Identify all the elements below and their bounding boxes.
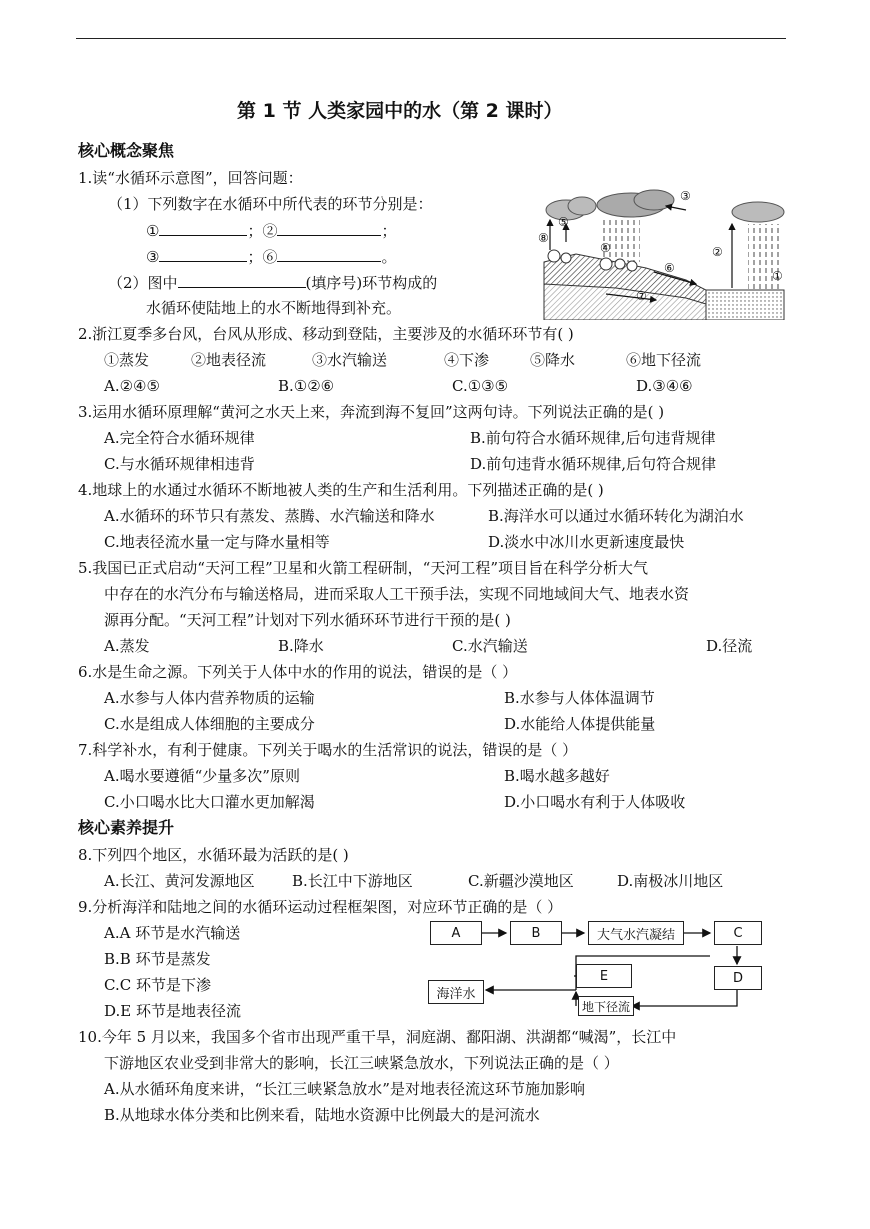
q2-item-6: ⑥地下径流 bbox=[626, 351, 702, 369]
q9-option-b[interactable]: B.B 环节是蒸发 bbox=[104, 950, 211, 968]
q6-stem: 6.水是生命之源。下列关于人体中水的作用的说法，错误的是（ ） bbox=[78, 663, 518, 681]
q2-item-3: ③水汽输送 bbox=[312, 351, 388, 369]
q5-option-b[interactable]: B.降水 bbox=[278, 637, 324, 655]
flow-box-condensation: 大气水汽凝结 bbox=[588, 921, 684, 945]
q5-line-2: 中存在的水汽分布与输送格局，进而采取人工干预手法，实现不同地域间大气、地表水资 bbox=[104, 585, 690, 603]
q6-option-d[interactable]: D.水能给人体提供能量 bbox=[504, 715, 656, 733]
q2-item-1: ①蒸发 bbox=[104, 351, 150, 369]
section-heading-core-literacy: 核心素养提升 bbox=[78, 818, 175, 837]
q8-stem: 8.下列四个地区，水循环最为活跃的是( ) bbox=[78, 846, 349, 864]
diagram-label-6: ⑥ bbox=[664, 261, 675, 275]
q5-line-3: 源再分配。“天河工程”计划对下列水循环环节进行干预的是( ) bbox=[104, 611, 511, 629]
q1-label-2: ；② bbox=[247, 222, 278, 240]
flow-box-a: A bbox=[430, 921, 482, 945]
q8-option-a[interactable]: A.长江、黄河发源地区 bbox=[104, 872, 255, 890]
answer-blank[interactable] bbox=[277, 220, 381, 236]
q10-option-a[interactable]: A.从水循环角度来讲，“长江三峡紧急放水”是对地表径流这环节施加影响 bbox=[104, 1080, 585, 1098]
flow-box-underground: 地下径流 bbox=[578, 996, 634, 1016]
q1-label-6: ；⑥ bbox=[247, 248, 278, 266]
q2-option-a[interactable]: A.②④⑤ bbox=[104, 377, 160, 395]
answer-blank[interactable] bbox=[159, 220, 247, 236]
cloud-middle bbox=[597, 190, 674, 217]
q8-option-b[interactable]: B.长江中下游地区 bbox=[292, 872, 413, 890]
q2-item-4: ④下渗 bbox=[444, 351, 490, 369]
q5-line-1: 5.我国已正式启动“天河工程”卫星和火箭工程研制，“天河工程”项目旨在科学分析大气 bbox=[78, 559, 648, 577]
q2-option-c[interactable]: C.①③⑤ bbox=[452, 377, 509, 395]
q2-option-b[interactable]: B.①②⑥ bbox=[278, 377, 335, 395]
q10-line-2: 下游地区农业受到非常大的影响，长江三峡紧急放水，下列说法正确的是（ ） bbox=[104, 1054, 619, 1072]
q2-stem: 2.浙江夏季多台风，台风从形成、移动到登陆，主要涉及的水循环环节有( ) bbox=[78, 325, 574, 343]
answer-blank[interactable] bbox=[159, 246, 247, 262]
q3-option-d[interactable]: D.前句违背水循环规律,后句符合规律 bbox=[470, 455, 717, 473]
q1-part2 bbox=[108, 272, 437, 293]
q9-option-a[interactable]: A.A 环节是水汽输送 bbox=[104, 924, 241, 942]
diagram-label-3: ③ bbox=[680, 189, 691, 203]
q1-row2-end: 。 bbox=[381, 248, 397, 266]
q5-option-d[interactable]: D.径流 bbox=[706, 637, 753, 655]
q1-part2-lead: （2）图中 bbox=[108, 274, 178, 292]
answer-blank[interactable] bbox=[178, 272, 306, 288]
q7-option-b[interactable]: B.喝水越多越好 bbox=[504, 767, 610, 785]
q9-stem: 9.分析海洋和陆地之间的水循环运动过程框架图，对应环节正确的是（ ） bbox=[78, 898, 563, 916]
rain-land bbox=[600, 218, 640, 262]
q2-option-d[interactable]: D.③④⑥ bbox=[636, 377, 693, 395]
q5-option-c[interactable]: C.水汽输送 bbox=[452, 637, 528, 655]
page-title: 第 1 节 人类家园中的水（第 2 课时） bbox=[237, 100, 563, 122]
answer-blank[interactable] bbox=[277, 246, 381, 262]
q2-item-2: ②地表径流 bbox=[191, 351, 267, 369]
q6-option-c[interactable]: C.水是组成人体细胞的主要成分 bbox=[104, 715, 315, 733]
diagram-label-1: ① bbox=[772, 269, 783, 283]
q1-blank-row2 bbox=[146, 246, 396, 267]
q9-option-d[interactable]: D.E 环节是地表径流 bbox=[104, 1002, 241, 1020]
q10-line-1: 10.今年 5 月以来，我国多个省市出现严重干旱，洞庭湖、鄱阳湖、洪湖都“喊渴”，长江中 bbox=[78, 1028, 677, 1046]
q5-option-a[interactable]: A.蒸发 bbox=[104, 637, 150, 655]
q4-option-a[interactable]: A.水循环的环节只有蒸发、蒸腾、水汽输送和降水 bbox=[104, 507, 435, 525]
q8-option-c[interactable]: C.新疆沙漠地区 bbox=[468, 872, 574, 890]
diagram-label-7: ⑦ bbox=[636, 289, 647, 303]
header-rule bbox=[76, 38, 786, 39]
q1-row1-end: ； bbox=[381, 222, 397, 240]
flow-box-ocean: 海洋水 bbox=[428, 980, 484, 1004]
flow-box-b: B bbox=[510, 921, 562, 945]
q3-stem: 3.运用水循环原理解“黄河之水天上来，奔流到海不复回”这两句诗。下列说法正确的是( ) bbox=[78, 403, 665, 421]
diagram-label-4: ④ bbox=[600, 241, 611, 255]
q4-option-b[interactable]: B.海洋水可以通过水循环转化为湖泊水 bbox=[488, 507, 744, 525]
q6-option-b[interactable]: B.水参与人体体温调节 bbox=[504, 689, 655, 707]
diagram-label-2: ② bbox=[712, 245, 723, 259]
water-cycle-diagram bbox=[536, 180, 792, 320]
q7-option-d[interactable]: D.小口喝水有利于人体吸收 bbox=[504, 793, 686, 811]
q1-part2-cont: 水循环使陆地上的水不断地得到补充。 bbox=[146, 299, 402, 317]
q7-stem: 7.科学补水，有利于健康。下列关于喝水的生活常识的说法，错误的是（ ） bbox=[78, 741, 578, 759]
flow-box-d: D bbox=[714, 966, 762, 990]
q7-option-c[interactable]: C.小口喝水比大口灌水更加解渴 bbox=[104, 793, 315, 811]
diagram-label-8: ⑧ bbox=[538, 231, 549, 245]
q3-option-a[interactable]: A.完全符合水循环规律 bbox=[104, 429, 255, 447]
q9-option-c[interactable]: C.C 环节是下渗 bbox=[104, 976, 211, 994]
flow-box-e: E bbox=[576, 964, 632, 988]
q6-option-a[interactable]: A.水参与人体内营养物质的运输 bbox=[104, 689, 315, 707]
q1-part1: （1）下列数字在水循环中所代表的环节分别是： bbox=[108, 195, 433, 213]
q10-option-b[interactable]: B.从地球水体分类和比例来看，陆地水资源中比例最大的是河流水 bbox=[104, 1106, 540, 1124]
q8-option-d[interactable]: D.南极冰川地区 bbox=[617, 872, 724, 890]
arrow-vapor-transport bbox=[666, 206, 686, 210]
q2-item-5: ⑤降水 bbox=[530, 351, 576, 369]
q4-option-c[interactable]: C.地表径流水量一定与降水量相等 bbox=[104, 533, 330, 551]
q1-part2-tail: (填序号)环节构成的 bbox=[305, 274, 438, 292]
diagram-label-5: ⑤ bbox=[558, 215, 569, 229]
q4-option-d[interactable]: D.淡水中冰川水更新速度最快 bbox=[488, 533, 685, 551]
q1-stem: 1.读“水循环示意图”，回答问题： bbox=[78, 169, 303, 187]
q4-stem: 4.地球上的水通过水循环不断地被人类的生产和生活利用。下列描述正确的是( ) bbox=[78, 481, 604, 499]
q3-option-b[interactable]: B.前句符合水循环规律,后句违背规律 bbox=[470, 429, 716, 447]
q7-option-a[interactable]: A.喝水要遵循“少量多次”原则 bbox=[104, 767, 300, 785]
cloud-right bbox=[732, 202, 784, 222]
q3-option-c[interactable]: C.与水循环规律相违背 bbox=[104, 455, 255, 473]
water-cycle-flowchart bbox=[426, 918, 766, 1018]
q1-label-1: ① bbox=[146, 222, 160, 240]
q1-label-3: ③ bbox=[146, 248, 160, 266]
sea bbox=[706, 290, 784, 320]
cloud-left bbox=[546, 197, 596, 220]
section-heading-core-concepts: 核心概念聚焦 bbox=[78, 141, 175, 160]
flow-box-c: C bbox=[714, 921, 762, 945]
q1-blank-row1 bbox=[146, 220, 396, 241]
